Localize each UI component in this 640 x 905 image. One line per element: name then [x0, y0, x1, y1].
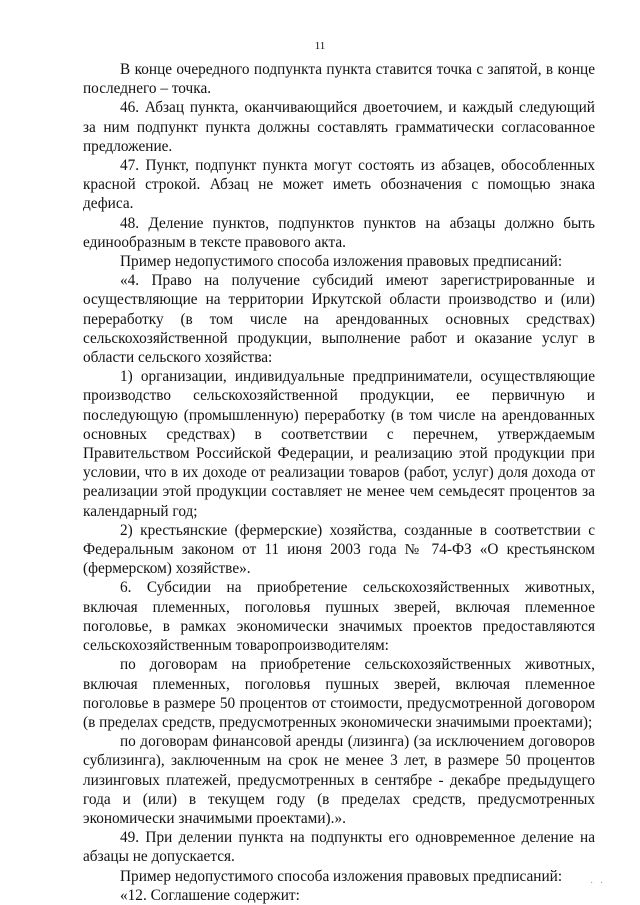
paragraph: 2) крестьянские (фермерские) хозяйства, созданные в соответствии с Федеральным законом от 11 июня 2003 года № 74-ФЗ «О крестьянском (фермерском) хозяйстве».	[83, 521, 595, 578]
paragraph: 6. Субсидии на приобретение сельскохозяйственных животных, включая племенных, поголовья пушных зверей, включая племенное поголовье, в рамках экономически значимых проектов предоставляются сельскохозяйственным товаропроизводителям:	[83, 579, 595, 655]
scan-specks: · ·	[590, 878, 606, 889]
paragraph: 46. Абзац пункта, оканчивающийся двоеточием, и каждый следующий за ним подпункт пункта должны составлять грамматически согласованное предложение.	[83, 99, 595, 155]
paragraph: В конце очередного подпункта пункта ставится точка с запятой, в конце последнего – точка.	[83, 61, 595, 98]
paragraph: по договорам на приобретение сельскохозяйственных животных, включая племенных, поголовья пушных зверей, включая племенное поголовье в размере 50 процентов от стоимости, предусмотренной договором (в пределах средств, предусмотренных экономически значимыми проектами);	[83, 656, 595, 731]
paragraph: Пример недопустимого способа изложения правовых предписаний:	[120, 253, 563, 271]
paragraph: «4. Право на получение субсидий имеют зарегистрированные и осуществляющие на территории Иркутской области производство и (или) переработку (в том числе на арендованных основных средствах) сельскохозяйственной продукции, выполнение работ и оказание услуг в области сельского хозяйства:	[83, 272, 595, 367]
document-body	[83, 60, 595, 905]
page-number: 11	[314, 40, 326, 52]
paragraph: «12. Соглашение содержит:	[120, 886, 300, 904]
paragraph: 49. При делении пункта на подпункты его одновременное деление на абзацы не допускается.	[83, 829, 595, 866]
paragraph: 1) организации, индивидуальные предприниматели, осуществляющие производство сельскохозяйственной продукции, ее первичную и последующую (промышленную) переработку (в том числе на арендованных основных средствах) в соответствии с перечнем, утверждаемым Правительством Российской Федерации, и реализацию этой продукции при условии, что в их доходе от реализации товаров (работ, услуг) доля дохода от реализации этой продукции составляет не менее чем семьдесят процентов за календарный год;	[83, 368, 595, 520]
paragraph: Пример недопустимого способа изложения правовых предписаний:	[120, 867, 563, 885]
paragraph: по договорам финансовой аренды (лизинга) (за исключением договоров сублизинга), заключенным на срок не менее 3 лет, в размере 50 процентов лизинговых платежей, предусмотренных в сентябре - декабре предыдущего года и (или) в текущем году (в пределах средств, предусмотренных экономически значимыми проектами).».	[83, 733, 595, 827]
paragraph: 48. Деление пунктов, подпунктов пунктов на абзацы должно быть единообразным в тексте правового акта.	[83, 214, 595, 251]
paragraph: 47. Пункт, подпункт пункта могут состоять из абзацев, обособленных красной строкой. Абзац не может иметь обозначения с помощью знака дефиса.	[83, 157, 595, 213]
